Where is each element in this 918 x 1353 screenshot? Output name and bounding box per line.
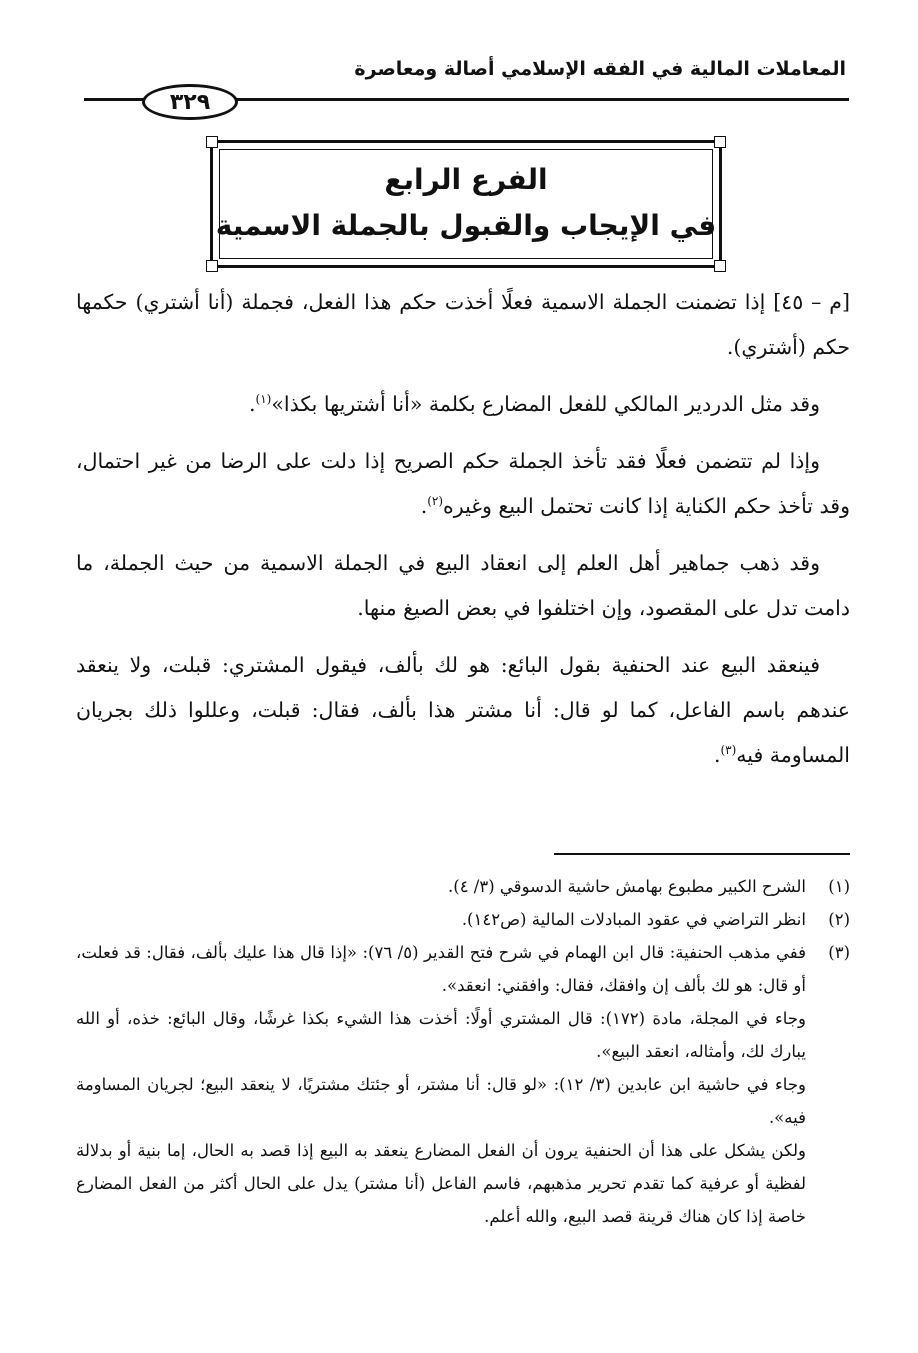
footnote-ref[interactable]: (٣) xyxy=(720,743,737,758)
footnote-text: ففي مذهب الحنفية: قال ابن الهمام في شرح فتح القدير (٥/ ٧٦): «إذا قال هذا عليك بألف، فقال: قد فعلت، أو قال: هو لك بألف إن وافقك، فقال: وافقني: انعقد». xyxy=(76,943,806,995)
section-subtitle: في الإيجاب والقبول بالجملة الاسمية xyxy=(215,209,717,242)
footnote-number: (٢) xyxy=(828,910,850,929)
paragraph-text: وإذا لم تتضمن فعلًا فقد تأخذ الجملة حكم الصريح إذا دلت على الرضا من غير احتمال، وقد تأخذ حكم الكناية إذا كانت تحتمل البيع وغيره xyxy=(76,449,850,518)
running-head: المعاملات المالية في الفقه الإسلامي أصالة ومعاصرة xyxy=(354,58,846,80)
footnote-ref[interactable]: (٢) xyxy=(427,494,444,509)
footnote-continuation: ولكن يشكل على هذا أن الحنفية يرون أن الفعل المضارع ينعقد به البيع إذا قصد به الحال، إما بنية أو بدلالة لفظية أو عرفية كما تقدم تحرير مذهبهم، فاسم الفاعل (أنا مشتر) يدل على الحال أكثر من الفعل المضارع خاصة إذا كان هناك قرينة قصد البيع، والله أعلم. xyxy=(76,1141,806,1226)
paragraph xyxy=(76,643,850,778)
body-text xyxy=(76,280,850,790)
footnotes xyxy=(76,870,850,1233)
section-title: الفرع الرابع xyxy=(384,163,548,196)
frame-corner-ornament xyxy=(206,136,218,148)
frame-corner-ornament xyxy=(714,136,726,148)
paragraph-text: فينعقد البيع عند الحنفية بقول البائع: هو لك بألف، فيقول المشتري: قبلت، ولا ينعقد عندهم باسم الفاعل، كما لو قال: أنا مشتر هذا بألف، فقال: قبلت، وعللوا ذلك بجريان المساومة فيه xyxy=(76,653,850,767)
footnote-number: (٣) xyxy=(828,943,850,962)
paragraph xyxy=(76,280,850,370)
paragraph xyxy=(76,382,850,427)
frame-corner-ornament xyxy=(206,260,218,272)
paragraph-text: وقد مثل الدردير المالكي للفعل المضارع بكلمة «أنا أشتريها بكذا» xyxy=(271,392,820,416)
footnote-continuation: وجاء في حاشية ابن عابدين (٣/ ١٢): «لو قال: أنا مشتر، أو جئتك مشتريًا، لا ينعقد البيع؛ لجريان المساومة فيه». xyxy=(76,1075,806,1127)
footnote-separator xyxy=(554,853,850,855)
paragraph xyxy=(76,439,850,529)
paragraph-text: وقد ذهب جماهير أهل العلم إلى انعقاد البيع في الجملة الاسمية من حيث الجملة، ما دامت تدل على المقصود، وإن اختلفوا في بعض الصيغ منها. xyxy=(76,551,850,620)
punctuation: . xyxy=(713,743,721,767)
footnote-text: انظر التراضي في عقود المبادلات المالية (ص١٤٢). xyxy=(461,910,806,929)
page-number: ٣٢٩ xyxy=(142,84,238,120)
paragraph-text: [م – ٤٥] إذا تضمنت الجملة الاسمية فعلًا أخذت حكم هذا الفعل، فجملة (أنا أشتري) حكمها حكم (أشتري). xyxy=(76,290,850,359)
punctuation: . xyxy=(420,494,428,518)
title-box xyxy=(210,140,722,268)
footnote xyxy=(76,903,850,936)
footnote-text: الشرح الكبير مطبوع بهامش حاشية الدسوقي (٣/ ٤). xyxy=(448,877,806,896)
footnote xyxy=(76,936,850,1002)
punctuation: . xyxy=(248,392,256,416)
frame-corner-ornament xyxy=(714,260,726,272)
footnote-number: (١) xyxy=(828,877,850,896)
paragraph xyxy=(76,541,850,631)
footnote xyxy=(76,870,850,903)
footnote-continuation: وجاء في المجلة، مادة (١٧٢): قال المشتري أولًا: أخذت هذا الشيء بكذا غرشًا، وقال البائع: خذه، أو الله يبارك لك، وأمثاله، انعقد البيع». xyxy=(76,1009,806,1061)
footnote-ref[interactable]: (١) xyxy=(255,392,272,407)
